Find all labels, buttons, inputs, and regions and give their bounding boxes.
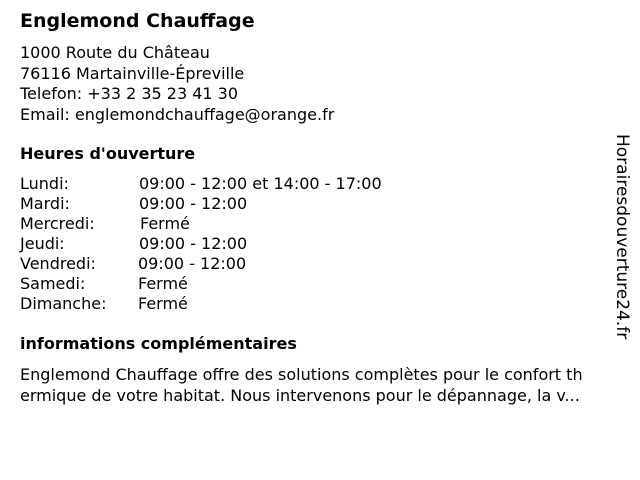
business-description: [20, 364, 630, 406]
hours-heading: Heures d'ouverture: [20, 144, 196, 163]
day-label: Samedi:: [20, 274, 86, 293]
day-label: Mercredi:: [20, 214, 95, 233]
day-label: Vendredi:: [20, 254, 96, 273]
day-hours: 09:00 - 12:00: [139, 234, 248, 253]
day-hours: 09:00 - 12:00 et 14:00 - 17:00: [139, 174, 382, 193]
business-name: Englemond Chauffage: [20, 10, 255, 32]
site-watermark: Horairesdouverture24.fr: [612, 134, 632, 340]
description-line: ermique de votre habitat. Nous intervenons pour le dépannage, la v...: [20, 386, 580, 405]
email-address: Email: englemondchauffage@orange.fr: [20, 104, 335, 124]
day-hours: 09:00 - 12:00: [138, 254, 247, 273]
day-hours: Fermé: [138, 274, 188, 293]
address-street: 1000 Route du Château: [20, 43, 210, 62]
day-hours: Fermé: [138, 294, 188, 313]
day-hours: Fermé: [140, 214, 190, 233]
day-label: Lundi:: [20, 174, 69, 193]
phone-number: Telefon: +33 2 35 23 41 30: [20, 84, 239, 103]
address-city: 76116 Martainville-Épreville: [20, 63, 245, 83]
contact-block: [20, 43, 334, 125]
description-line: Englemond Chauffage offre des solutions complètes pour le confort th: [20, 365, 583, 384]
day-label: Dimanche:: [20, 294, 107, 313]
info-heading: informations complémentaires: [20, 334, 297, 353]
day-label: Mardi:: [20, 194, 70, 213]
day-label: Jeudi:: [20, 234, 65, 253]
day-hours: 09:00 - 12:00: [139, 194, 248, 213]
